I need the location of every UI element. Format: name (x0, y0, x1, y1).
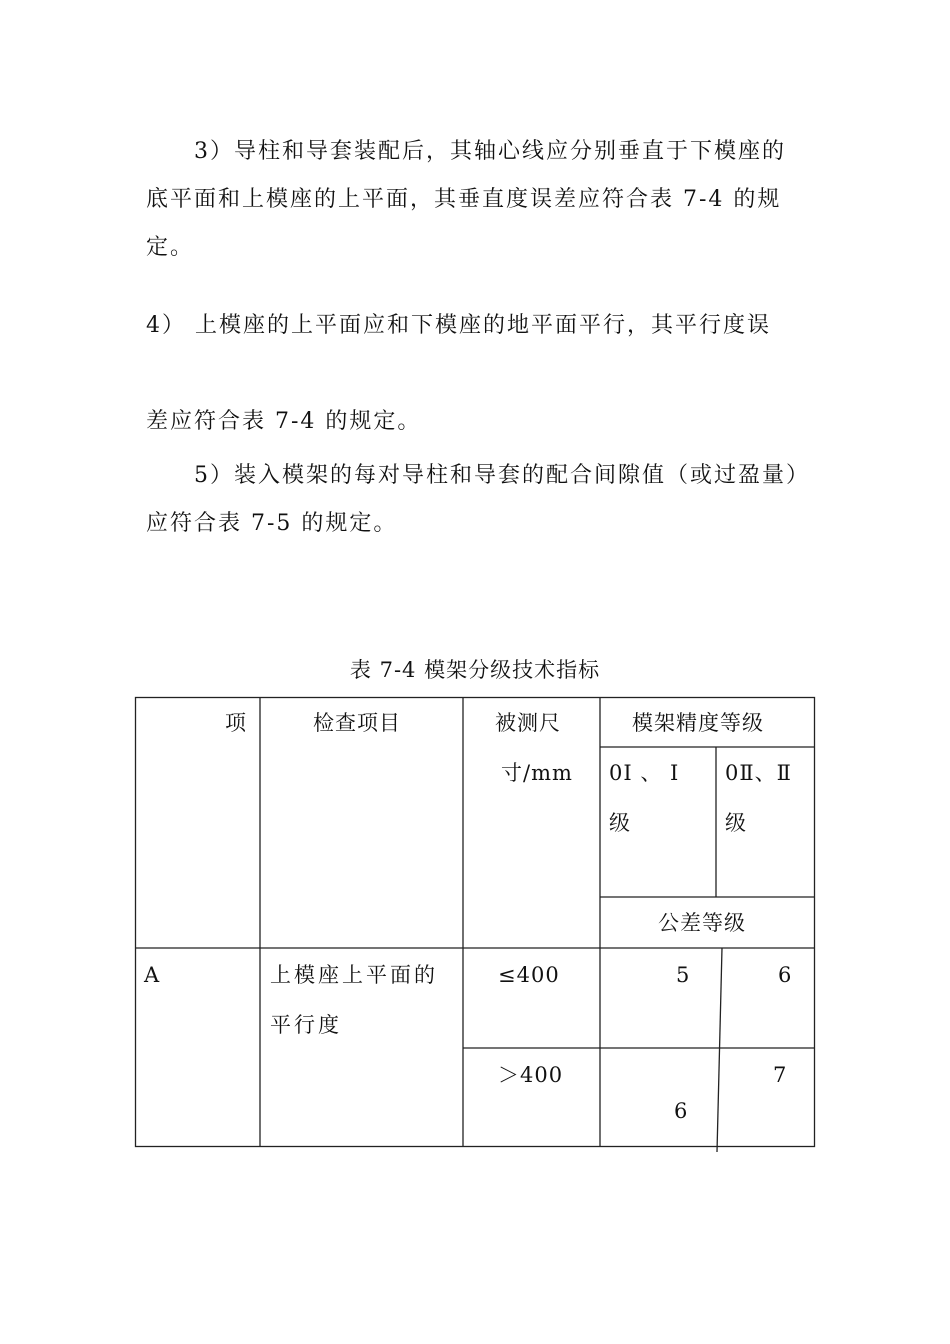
row-item: A (144, 963, 161, 987)
header-grade1-line2: 级 (609, 811, 631, 835)
row-size-1: ≤400 (498, 963, 560, 987)
table-caption: 表 7-4 模架分级技术指标 (349, 658, 601, 682)
paragraph-5: 5）装入模架的每对导柱和导套的配合间隙值（或过盈量）应符合表 7-5 的规定。 (146, 463, 799, 536)
row-size2-grade2: 7 (773, 1063, 788, 1087)
row-size2-grade1: 6 (674, 1099, 689, 1123)
header-size-line1: 被测尺 (495, 711, 561, 735)
row-size-2: ＞400 (498, 1063, 564, 1087)
paragraph-4-continuation: 差应符合表 7-4 的规定。 (146, 409, 422, 434)
header-grade1-line1: 0Ⅰ 、 Ⅰ (609, 761, 680, 785)
row-size1-grade1: 5 (676, 963, 691, 987)
row-check-line1: 上模座上平面的 (270, 963, 438, 987)
header-check-item: 检查项目 (313, 711, 401, 735)
spec-table (135, 697, 815, 1147)
header-grade2-line2: 级 (725, 811, 747, 835)
header-item: 项 (225, 711, 247, 735)
header-tolerance: 公差等级 (658, 911, 746, 935)
row-size1-grade2: 6 (778, 963, 793, 987)
paragraph-4: 4） 上模座的上平面应和下模座的地平面平行，其平行度误 (146, 313, 771, 338)
header-size-line2: 寸/mm (501, 761, 573, 785)
row-check-line2: 平行度 (270, 1013, 342, 1037)
paragraph-3: 3）导柱和导套装配后，其轴心线应分别垂直于下模座的底平面和上模座的上平面，其垂直度误差应符合表 7-4 的规定。 (146, 139, 786, 260)
header-grade: 模架精度等级 (632, 711, 764, 735)
header-grade2-line1: 0Ⅱ、Ⅱ (725, 761, 792, 785)
grade-col-divider-body (717, 948, 722, 1152)
